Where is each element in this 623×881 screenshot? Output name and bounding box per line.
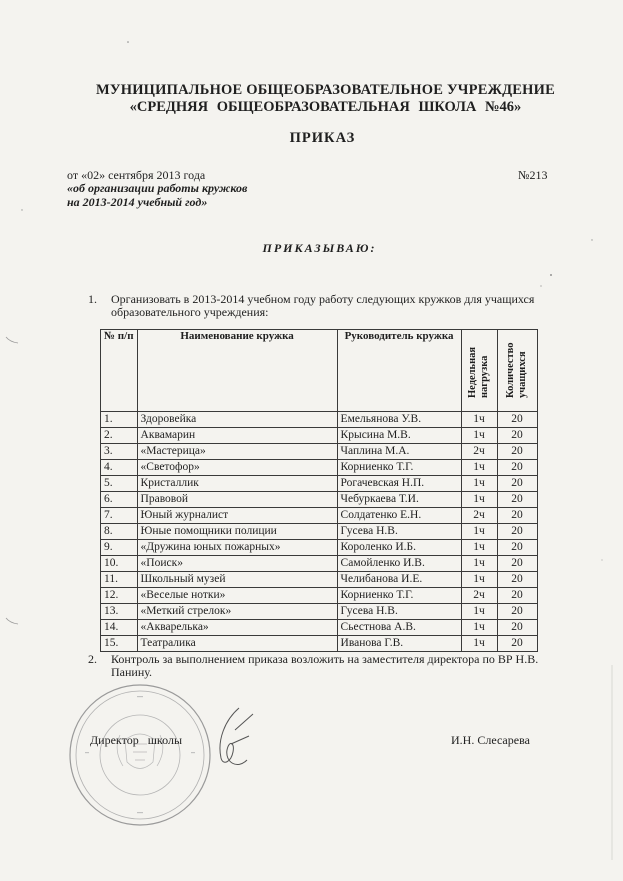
cell-leader: Солдатенко Е.Н. — [337, 508, 461, 524]
cell-weekly-load: 1ч — [461, 412, 497, 428]
cell-number: 2. — [101, 428, 138, 444]
order-word: ПРИКАЗЫВАЮ: — [262, 241, 377, 255]
cell-student-count: 20 — [497, 572, 537, 588]
document-title: ПРИКАЗ — [289, 130, 356, 146]
cell-leader: Рогачевская Н.П. — [337, 476, 461, 492]
cell-student-count: 20 — [497, 476, 537, 492]
cell-number: 5. — [101, 476, 138, 492]
cell-number: 1. — [101, 412, 138, 428]
header-circle-name: Наименование кружка — [137, 330, 337, 412]
cell-leader: Крысина М.В. — [337, 428, 461, 444]
order-item-2-text: Контроль за выполнением приказа возложить на заместителя директора по ВР Н.В. Панину. — [111, 652, 539, 679]
cell-weekly-load: 1ч — [461, 572, 497, 588]
cell-weekly-load: 1ч — [461, 476, 497, 492]
cell-circle-name: Здоровейка — [137, 412, 337, 428]
header-student-count — [497, 330, 537, 412]
cell-student-count: 20 — [497, 460, 537, 476]
handwritten-signature-icon — [205, 700, 265, 780]
cell-number: 4. — [101, 460, 138, 476]
cell-weekly-load: 1ч — [461, 620, 497, 636]
cell-circle-name: Кристаллик — [137, 476, 337, 492]
cell-weekly-load: 1ч — [461, 604, 497, 620]
table-row — [101, 604, 538, 620]
cell-weekly-load: 1ч — [461, 636, 497, 652]
cell-student-count: 20 — [497, 556, 537, 572]
cell-student-count: 20 — [497, 524, 537, 540]
order-item-1-number: 1. — [88, 292, 97, 306]
cell-number: 13. — [101, 604, 138, 620]
institution-line-2: «СРЕДНЯЯ ОБЩЕОБРАЗОВАТЕЛЬНАЯ ШКОЛА №46» — [129, 99, 522, 115]
table-row — [101, 524, 538, 540]
cell-circle-name: «Акварелька» — [137, 620, 337, 636]
table-row — [101, 492, 538, 508]
order-subject — [67, 181, 247, 209]
header-leader: Руководитель кружка — [337, 330, 461, 412]
institution-line-1: МУНИЦИПАЛЬНОЕ ОБЩЕОБРАЗОВАТЕЛЬНОЕ УЧРЕЖДЕНИЕ — [96, 82, 555, 98]
cell-student-count: 20 — [497, 428, 537, 444]
header-number: № п/п — [101, 330, 138, 412]
cell-weekly-load: 1ч — [461, 524, 497, 540]
table-row — [101, 444, 538, 460]
cell-student-count: 20 — [497, 604, 537, 620]
cell-weekly-load: 1ч — [461, 540, 497, 556]
cell-number: 14. — [101, 620, 138, 636]
header-weekly-load-text: Недельная нагрузка — [467, 346, 491, 398]
cell-student-count: 20 — [497, 508, 537, 524]
cell-student-count: 20 — [497, 588, 537, 604]
cell-student-count: 20 — [497, 444, 537, 460]
round-seal-icon — [65, 680, 215, 830]
circles-table — [100, 329, 538, 652]
table-row — [101, 556, 538, 572]
cell-circle-name: Театралика — [137, 636, 337, 652]
cell-leader: Челибанова И.Е. — [337, 572, 461, 588]
cell-weekly-load: 1ч — [461, 492, 497, 508]
order-item-2 — [88, 653, 558, 679]
director-position: Директор школы — [90, 733, 183, 747]
order-item-1-text: Организовать в 2013-2014 учебном году работу следующих кружков для учащихся образовательного учреждения: — [111, 292, 535, 319]
order-item-1 — [88, 293, 558, 319]
table-row — [101, 476, 538, 492]
cell-number: 8. — [101, 524, 138, 540]
order-number: №213 — [518, 168, 548, 182]
cell-leader: Емельянова У.В. — [337, 412, 461, 428]
cell-circle-name: «Веселые нотки» — [137, 588, 337, 604]
cell-weekly-load: 1ч — [461, 428, 497, 444]
cell-circle-name: Аквамарин — [137, 428, 337, 444]
cell-leader: Самойленко И.В. — [337, 556, 461, 572]
table-row — [101, 540, 538, 556]
cell-number: 12. — [101, 588, 138, 604]
cell-number: 6. — [101, 492, 138, 508]
cell-circle-name: Юный журналист — [137, 508, 337, 524]
order-date: от «02» сентября 2013 года — [67, 168, 206, 182]
cell-weekly-load: 2ч — [461, 508, 497, 524]
cell-student-count: 20 — [497, 412, 537, 428]
cell-number: 15. — [101, 636, 138, 652]
cell-leader: Корниенко Т.Г. — [337, 460, 461, 476]
cell-leader: Сьестнова А.В. — [337, 620, 461, 636]
order-subject-line-1: «об организации работы кружков — [67, 181, 248, 195]
cell-weekly-load: 1ч — [461, 556, 497, 572]
table-row — [101, 636, 538, 652]
table-header-row — [101, 330, 538, 412]
header-student-count-text: Количество учащихся — [505, 342, 529, 398]
cell-weekly-load: 2ч — [461, 444, 497, 460]
cell-leader: Гусева Н.В. — [337, 524, 461, 540]
director-name: И.Н. Слесарева — [451, 733, 530, 747]
cell-leader: Гусева Н.В. — [337, 604, 461, 620]
table-row — [101, 572, 538, 588]
table-row — [101, 588, 538, 604]
order-item-2-number: 2. — [88, 652, 97, 666]
table-row — [101, 620, 538, 636]
cell-student-count: 20 — [497, 540, 537, 556]
cell-student-count: 20 — [497, 620, 537, 636]
cell-number: 3. — [101, 444, 138, 460]
cell-student-count: 20 — [497, 492, 537, 508]
cell-leader: Корниенко Т.Г. — [337, 588, 461, 604]
cell-student-count: 20 — [497, 636, 537, 652]
cell-circle-name: Правовой — [137, 492, 337, 508]
cell-circle-name: Школьный музей — [137, 572, 337, 588]
cell-number: 9. — [101, 540, 138, 556]
table-row — [101, 460, 538, 476]
cell-circle-name: «Поиск» — [137, 556, 337, 572]
table-row — [101, 508, 538, 524]
cell-leader: Чаплина М.А. — [337, 444, 461, 460]
cell-weekly-load: 2ч — [461, 588, 497, 604]
cell-number: 10. — [101, 556, 138, 572]
cell-leader: Короленко И.Б. — [337, 540, 461, 556]
cell-weekly-load: 1ч — [461, 460, 497, 476]
table-row — [101, 412, 538, 428]
cell-number: 7. — [101, 508, 138, 524]
cell-circle-name: «Меткий стрелок» — [137, 604, 337, 620]
cell-circle-name: «Светофор» — [137, 460, 337, 476]
cell-leader: Чебуркаева Т.И. — [337, 492, 461, 508]
table-body — [101, 412, 538, 652]
table-row — [101, 428, 538, 444]
cell-number: 11. — [101, 572, 138, 588]
cell-circle-name: Юные помощники полиции — [137, 524, 337, 540]
cell-leader: Иванова Г.В. — [337, 636, 461, 652]
cell-circle-name: «Дружина юных пожарных» — [137, 540, 337, 556]
header-weekly-load — [461, 330, 497, 412]
order-subject-line-2: на 2013-2014 учебный год» — [67, 195, 208, 209]
cell-circle-name: «Мастерица» — [137, 444, 337, 460]
